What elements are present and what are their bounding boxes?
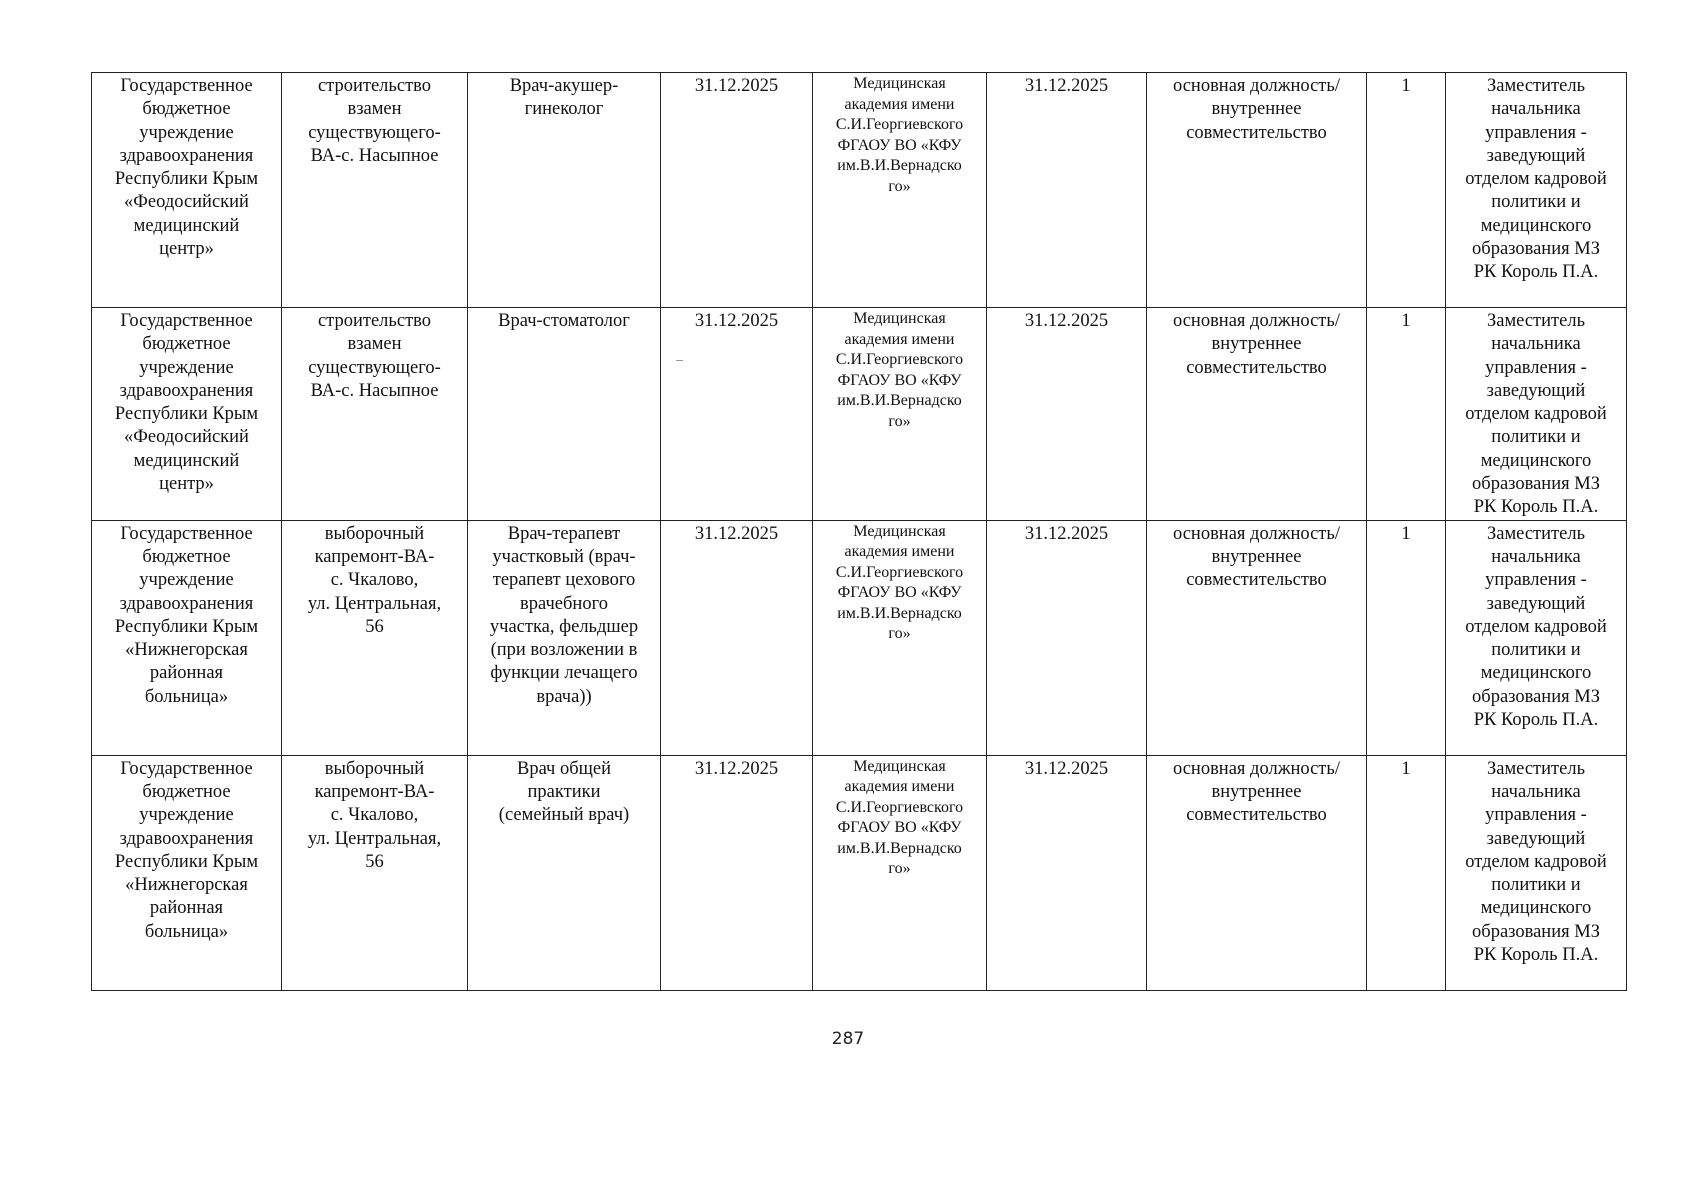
date-cell: 31.12.2025 [987, 73, 1147, 308]
employment-cell: основная должность/ внутреннее совместительство [1147, 308, 1367, 521]
position-cell: Врач-стоматолог [468, 308, 661, 521]
table-row [92, 308, 1627, 521]
construction-cell: выборочный капремонт-ВА- с. Чкалово, ул. Центральная, 56 [282, 520, 468, 755]
responsible-cell: Заместитель начальника управления - заведующий отделом кадровой политики и медицинского образования МЗ РК Король П.А. [1446, 520, 1627, 755]
institution-cell: Государственное бюджетное учреждение здравоохранения Республики Крым «Феодосийский медицинский центр» [92, 73, 282, 308]
responsible-cell: Заместитель начальника управления - заведующий отделом кадровой политики и медицинского образования МЗ РК Король П.А. [1446, 73, 1627, 308]
position-cell: Врач-акушер- гинеколог [468, 73, 661, 308]
position-cell: Врач общей практики (семейный врач) [468, 755, 661, 990]
responsible-cell: Заместитель начальника управления - заведующий отделом кадровой политики и медицинского образования МЗ РК Король П.А. [1446, 308, 1627, 521]
institution-cell: Государственное бюджетное учреждение здравоохранения Республики Крым «Нижнегорская районная больница» [92, 520, 282, 755]
date-cell: 31.12.2025 [661, 73, 813, 308]
academy-cell: Медицинская академия имени С.И.Георгиевского ФГАОУ ВО «КФУ им.В.И.Вернадско го» [813, 73, 987, 308]
employment-cell: основная должность/ внутреннее совместительство [1147, 73, 1367, 308]
table-row [92, 755, 1627, 990]
responsible-cell: Заместитель начальника управления - заведующий отделом кадровой политики и медицинского образования МЗ РК Король П.А. [1446, 755, 1627, 990]
academy-cell: Медицинская академия имени С.И.Георгиевского ФГАОУ ВО «КФУ им.В.И.Вернадско го» [813, 308, 987, 521]
count-cell: 1 [1367, 308, 1446, 521]
academy-cell: Медицинская академия имени С.И.Георгиевского ФГАОУ ВО «КФУ им.В.И.Вернадско го» [813, 755, 987, 990]
institution-cell: Государственное бюджетное учреждение здравоохранения Республики Крым «Нижнегорская районная больница» [92, 755, 282, 990]
page-number: 287 [831, 1029, 865, 1049]
academy-cell: Медицинская академия имени С.И.Георгиевского ФГАОУ ВО «КФУ им.В.И.Вернадско го» [813, 520, 987, 755]
institution-cell: Государственное бюджетное учреждение здравоохранения Республики Крым «Феодосийский медицинский центр» [92, 308, 282, 521]
date-cell: 31.12.2025 [987, 520, 1147, 755]
construction-cell: строительство взамен существующего- ВА-с. Насыпное [282, 308, 468, 521]
table-row [92, 73, 1627, 308]
date-cell: 31.12.2025 [987, 308, 1147, 521]
construction-cell: выборочный капремонт-ВА- с. Чкалово, ул. Центральная, 56 [282, 755, 468, 990]
position-cell: Врач-терапевт участковый (врач- терапевт цехового врачебного участка, фельдшер (при возложении в функции лечащего врача)) [468, 520, 661, 755]
scan-speck [676, 360, 683, 361]
table-row [92, 520, 1627, 755]
employment-cell: основная должность/ внутреннее совместительство [1147, 755, 1367, 990]
construction-cell: строительство взамен существующего- ВА-с. Насыпное [282, 73, 468, 308]
date-cell: 31.12.2025 [661, 308, 813, 521]
count-cell: 1 [1367, 755, 1446, 990]
date-cell: 31.12.2025 [987, 755, 1147, 990]
count-cell: 1 [1367, 520, 1446, 755]
count-cell: 1 [1367, 73, 1446, 308]
employment-cell: основная должность/ внутреннее совместительство [1147, 520, 1367, 755]
date-cell: 31.12.2025 [661, 520, 813, 755]
staffing-table [91, 72, 1627, 991]
date-cell: 31.12.2025 [661, 755, 813, 990]
